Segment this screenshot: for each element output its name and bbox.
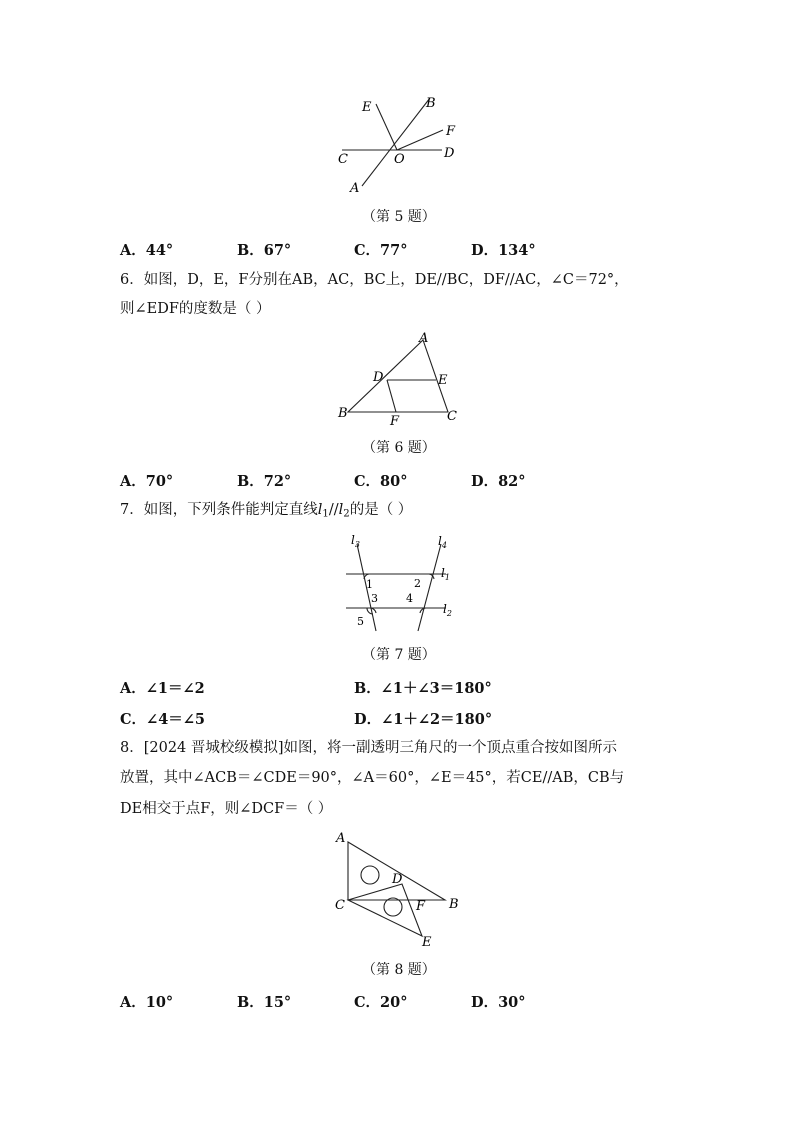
q7-stem-parallel: // (328, 502, 339, 518)
q8-option-a[interactable]: A．10° (120, 994, 174, 1011)
q6-option-a[interactable]: A．70° (120, 473, 174, 490)
q5-label-F: F (446, 124, 456, 139)
q7-angle-4: 4 (406, 592, 413, 605)
q6-option-b[interactable]: B．72° (237, 473, 292, 490)
q8-label-A: A (336, 831, 346, 846)
q8-caption: （第 8 题） (362, 962, 436, 978)
q7-option-b[interactable]: B．∠1＋∠3＝180° (354, 680, 492, 697)
q7-angle-3: 3 (371, 592, 378, 605)
q5-label-B: B (426, 96, 436, 111)
q7-angle-2: 2 (414, 577, 421, 590)
q5-option-a[interactable]: A．44° (120, 242, 174, 259)
q8-stem-line2: 放置，其中∠ACB＝∠CDE＝90°，∠A＝60°，∠E＝45°，若CE//AB，CB与 (120, 770, 625, 786)
q7-angle-1: 1 (366, 578, 373, 591)
q7-option-c[interactable]: C．∠4＝∠5 (120, 711, 206, 728)
q5-option-c[interactable]: C．77° (354, 242, 408, 259)
q5-option-b[interactable]: B．67° (237, 242, 292, 259)
q7-angle-5: 5 (357, 615, 364, 628)
q7-stem-l1-sub: 1 (322, 508, 329, 520)
q5-label-O: O (394, 152, 405, 167)
q7-stem-line1 (120, 500, 412, 525)
q8-label-D: D (392, 872, 403, 887)
q8-stem-line3: DE相交于点F，则∠DCF＝（ ） (120, 801, 333, 817)
q5-figure (330, 90, 470, 200)
q6-label-C: C (447, 409, 457, 424)
q8-label-C: C (335, 898, 345, 913)
q8-label-B: B (449, 897, 459, 912)
q6-label-F: F (390, 414, 400, 428)
q5-label-A: A (350, 181, 360, 196)
q5-caption: （第 5 题） (362, 209, 436, 225)
q7-stem-pre: 7．如图，下列条件能判定直线 (120, 502, 318, 518)
q7-stem-l2-sub: 2 (343, 508, 350, 520)
q6-label-E: E (438, 373, 448, 388)
q7-label-l3: $l_3$ (351, 533, 360, 549)
q6-label-B: B (338, 406, 348, 421)
q7-option-a[interactable]: A．∠1＝∠2 (120, 680, 205, 697)
q6-stem-line1: 6．如图，D，E，F分别在AB，AC，BC上，DE//BC，DF//AC，∠C＝72°， (120, 272, 629, 288)
q8-option-c[interactable]: C．20° (354, 994, 408, 1011)
q5-option-d[interactable]: D．134° (471, 242, 536, 259)
q8-option-b[interactable]: B．15° (237, 994, 292, 1011)
q7-stem-l1: l (317, 502, 323, 518)
q8-option-d[interactable]: D．30° (471, 994, 526, 1011)
q7-option-d[interactable]: D．∠1＋∠2＝180° (354, 711, 493, 728)
q6-option-d[interactable]: D．82° (471, 473, 526, 490)
q6-label-D: D (373, 370, 384, 385)
q8-label-F: F (416, 899, 426, 914)
q5-label-C: C (338, 152, 348, 167)
q7-label-l2: $l_2$ (443, 602, 452, 618)
q7-label-l4: $l_4$ (438, 534, 447, 550)
q8-figure (330, 828, 470, 952)
q6-option-c[interactable]: C．80° (354, 473, 408, 490)
q7-caption: （第 7 题） (362, 647, 436, 663)
q8-label-E: E (422, 935, 432, 950)
q5-label-D: D (444, 146, 455, 161)
q8-stem-line1: 8．[2024 晋城校级模拟]如图，将一副透明三角尺的一个顶点重合按如图所示 (120, 740, 618, 756)
q7-label-l1: $l_1$ (441, 566, 450, 582)
q7-stem-l2: l (338, 502, 344, 518)
q5-label-E: E (362, 100, 372, 115)
q6-figure (330, 328, 470, 428)
q6-caption: （第 6 题） (362, 440, 436, 456)
q6-stem-line2: 则∠EDF的度数是（ ） (120, 301, 271, 317)
q7-stem-post: 的是（ ） (349, 502, 413, 518)
q7-figure (338, 532, 468, 637)
q6-label-A: A (419, 331, 429, 346)
